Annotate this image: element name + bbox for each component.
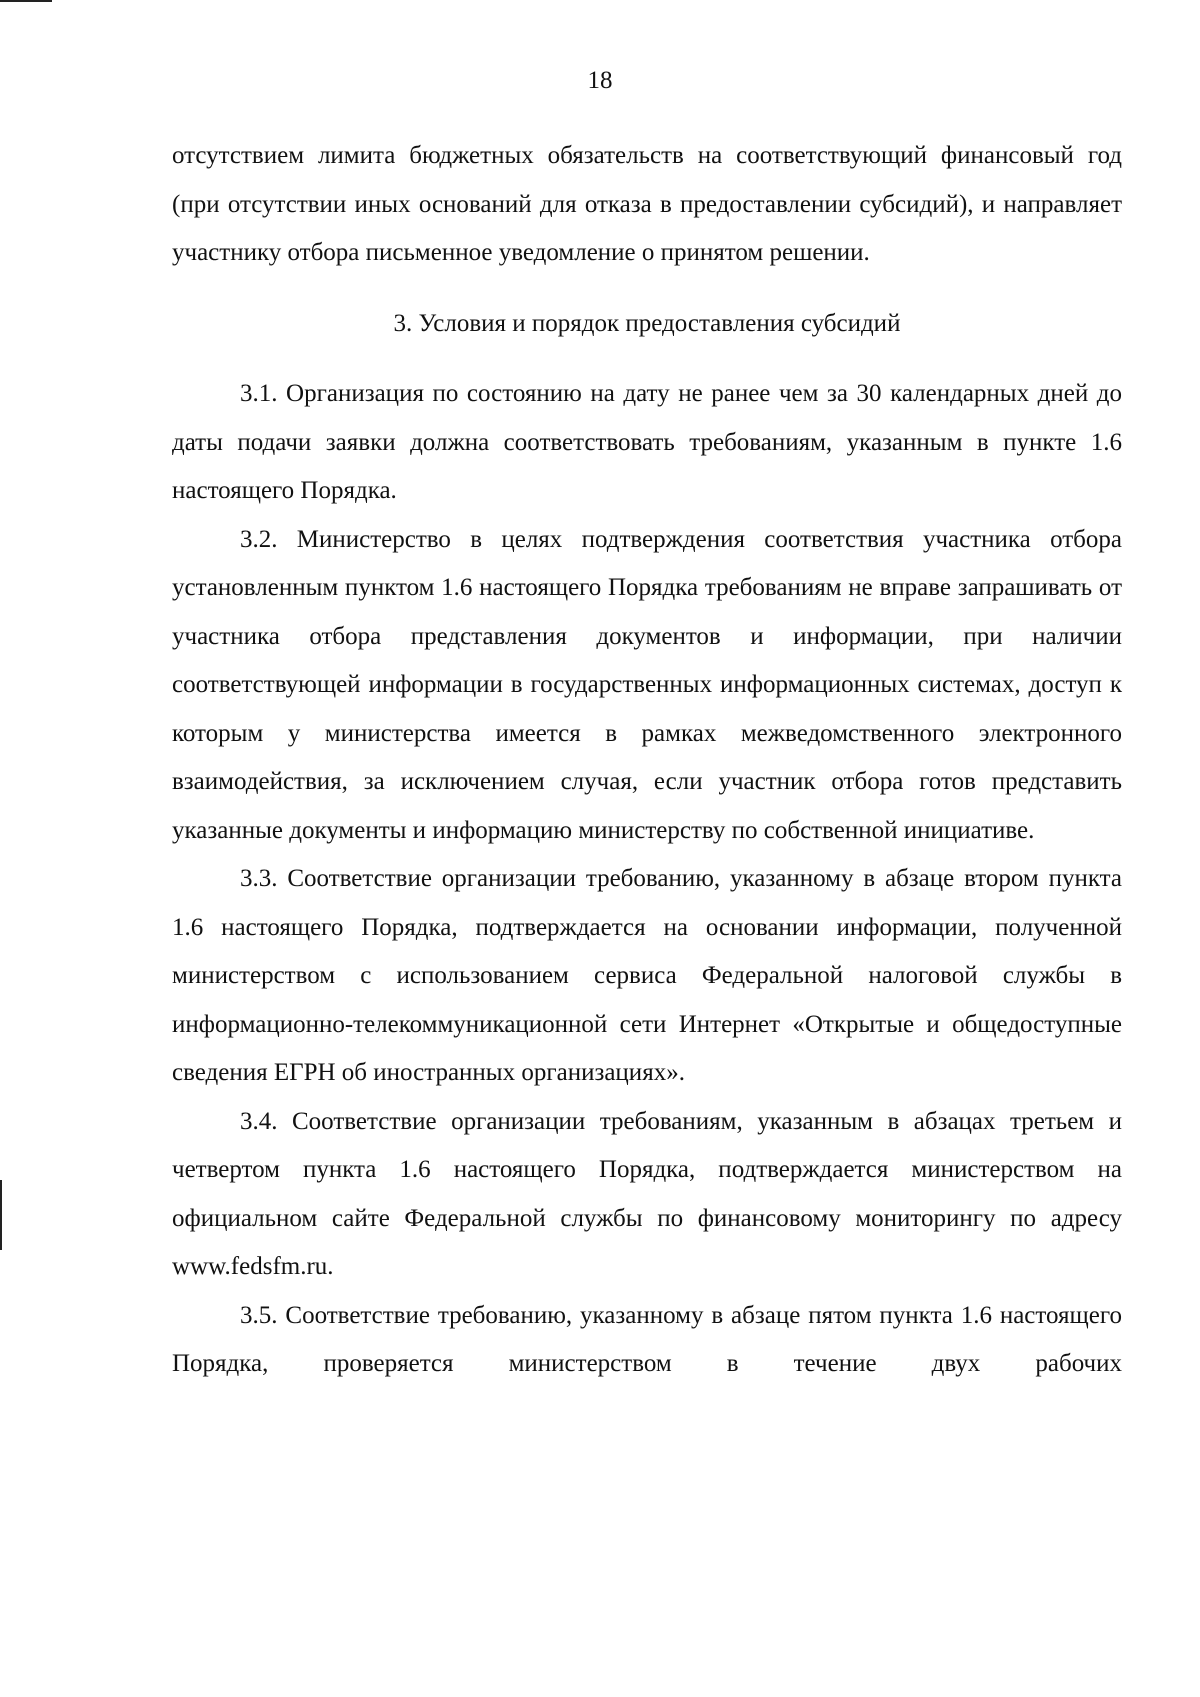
scan-artifact-top-left (0, 0, 52, 2)
intro-paragraph: отсутствием лимита бюджетных обязательств на соответствующий финансовый год (при отсутствии иных оснований для отказа в предоставлении субсидий), и направляет участнику отбора письменное уведомление о принятом решении. (172, 142, 1122, 266)
paragraph-3-1: 3.1. Организация по состоянию на дату не ранее чем за 30 календарных дней до даты подачи заявки должна соответствовать требованиям, указанным в пункте 1.6 настоящего Порядка. (172, 380, 1122, 504)
paragraph-3-5: 3.5. Соответствие требованию, указанному в абзаце пятом пункта 1.6 настоящего Порядка, проверяется министерством в течение двух рабочих (172, 1301, 1122, 1377)
paragraph-3-3: 3.3. Соответствие организации требованию, указанному в абзаце втором пункта 1.6 настоящего Порядка, подтверждается на основании информации, полученной министерством с использованием сервиса Федеральной налоговой службы в информационно-телекоммуникационной сети Интернет «Открытые и общедоступные сведения ЕГРН об иностранных организациях». (172, 865, 1122, 1086)
paragraph-3-2: 3.2. Министерство в целях подтверждения соответствия участника отбора установленным пунктом 1.6 настоящего Порядка требованиям не вправе запрашивать от участника отбора представления документов и информации, при наличии соответствующей информации в государственных информационных системах, доступ к которым у министерства имеется в рамках межведомственного электронного взаимодействия, за исключением случая, если участник отбора готов представить указанные документы и информацию министерству по собственной инициативе. (172, 525, 1122, 844)
paragraph-3-4: 3.4. Соответствие организации требованиям, указанным в абзацах третьем и четвертом пункта 1.6 настоящего Порядка, подтверждается министерством на официальном сайте Федеральной службы по финансовому мониторингу по адресу www.fedsfm.ru. (172, 1107, 1122, 1280)
scan-artifact-left-edge (0, 1180, 2, 1250)
document-body (172, 132, 1122, 1389)
page-number: 18 (587, 67, 613, 94)
section-heading: 3. Условия и порядок предоставления субсидий (393, 309, 901, 337)
